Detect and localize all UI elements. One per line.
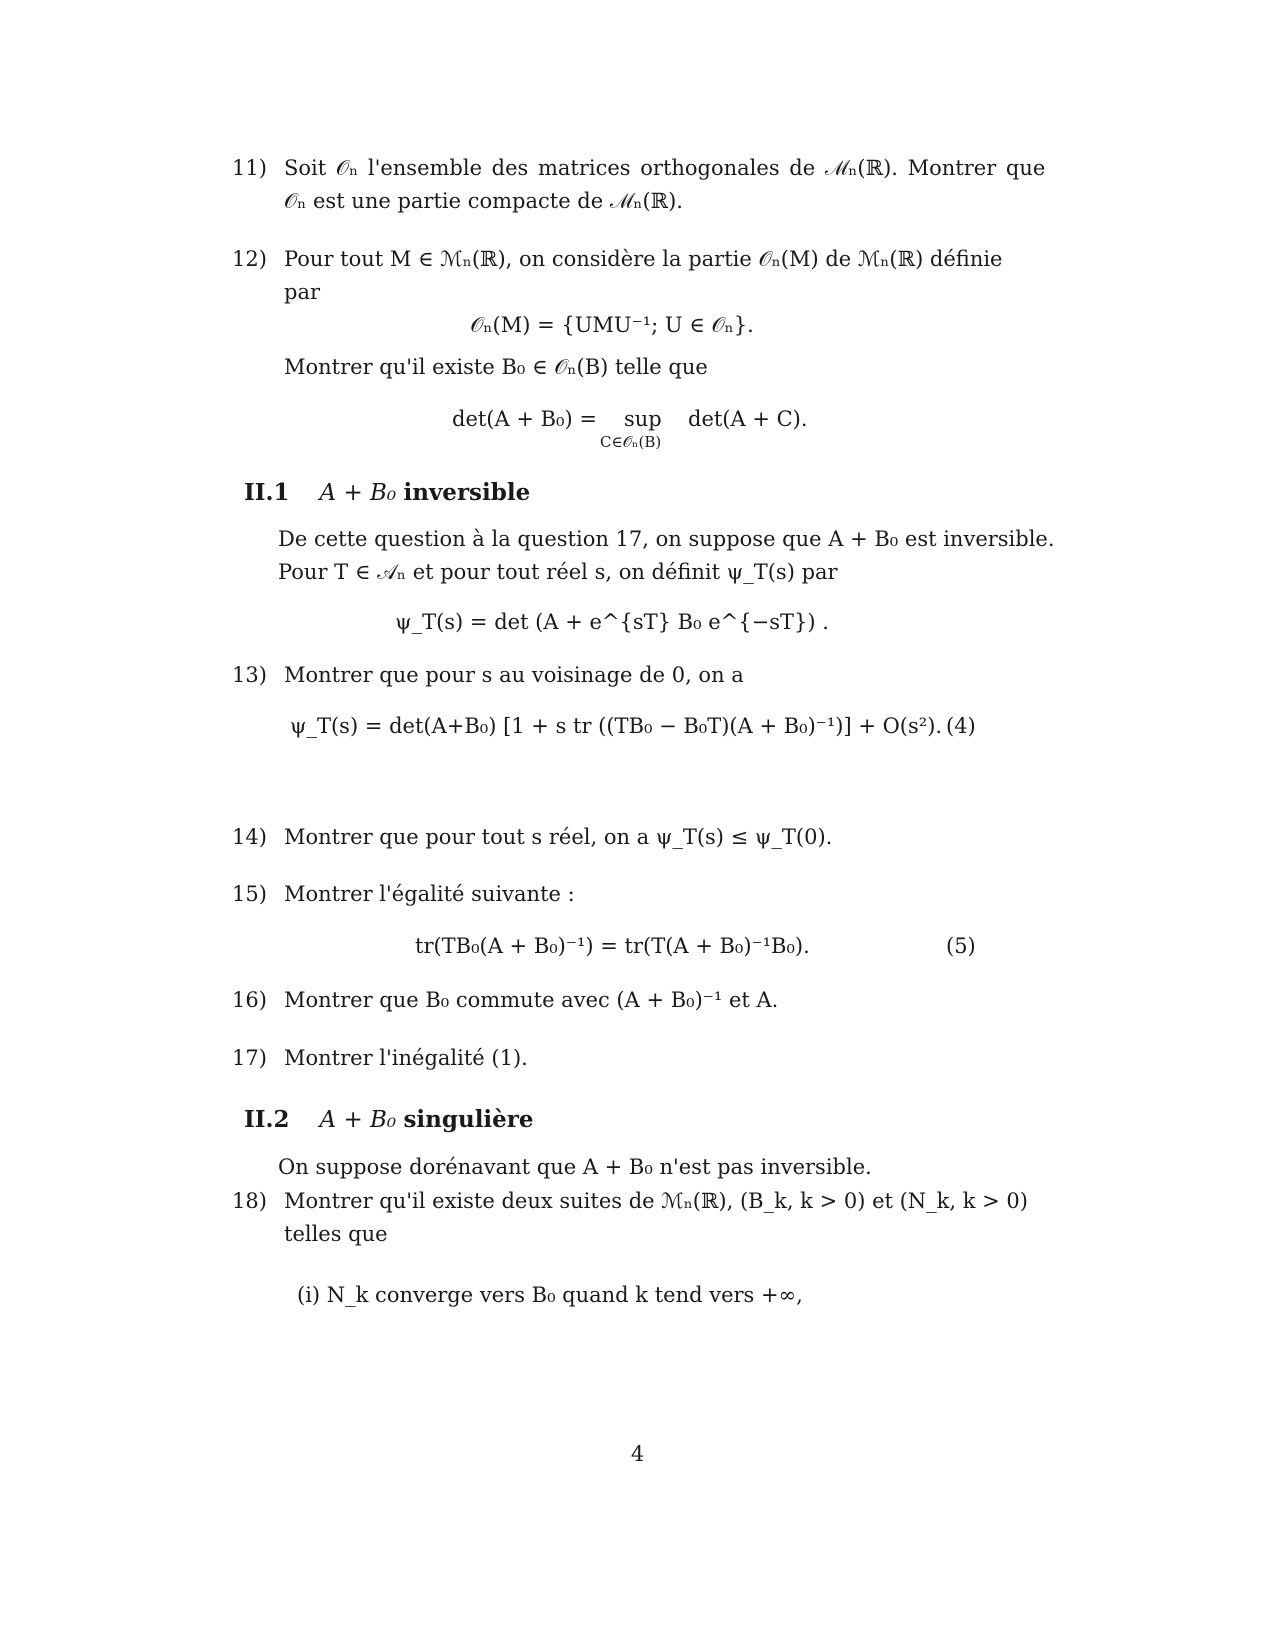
section-1-intro-line-2: Pour T ∈ 𝒜ₙ et pour tout réel s, on définit ψ_T(s) par — [278, 560, 838, 584]
question-number-12: 12) — [232, 247, 267, 271]
question-12-line-2: par — [284, 280, 321, 304]
question-11-line-1: Soit 𝒪ₙ l'ensemble des matrices orthogonales de ℳₙ(ℝ). Montrer que — [284, 156, 1046, 180]
equation-number-4: (4) — [946, 714, 976, 738]
question-12-line-3: Montrer qu'il existe B₀ ∈ 𝒪ₙ(B) telle que — [284, 355, 708, 379]
section-1-intro-line-1: De cette question à la question 17, on suppose que A + B₀ est inversible. — [278, 527, 1055, 551]
question-number-17: 17) — [232, 1046, 267, 1070]
equation-sup-left: det(A + B₀) = — [452, 407, 597, 431]
section-heading-ii-2 — [244, 1103, 534, 1137]
section-number: II.2 — [244, 1106, 290, 1133]
question-number-11: 11) — [232, 156, 267, 180]
question-13-line-1: Montrer que pour s au voisinage de 0, on a — [284, 663, 744, 687]
question-12-line-1: Pour tout M ∈ ℳₙ(ℝ), on considère la partie 𝒪ₙ(M) de ℳₙ(ℝ) définie — [284, 247, 1003, 271]
question-number-15: 15) — [232, 882, 267, 906]
question-11-line-2: 𝒪ₙ est une partie compacte de ℳₙ(ℝ). — [284, 189, 683, 213]
page-number: 4 — [630, 1442, 645, 1466]
question-18-line-2: telles que — [284, 1222, 388, 1246]
section-title-math: A + B₀ — [319, 480, 397, 506]
question-16-line-1: Montrer que B₀ commute avec (A + B₀)⁻¹ et A. — [284, 988, 779, 1012]
equation-sup-operator: sup — [624, 407, 662, 431]
question-number-18: 18) — [232, 1189, 267, 1213]
section-heading-ii-1 — [244, 476, 530, 510]
question-number-16: 16) — [232, 988, 267, 1012]
section-title-text: singulière — [403, 1106, 534, 1133]
question-number-14: 14) — [232, 825, 267, 849]
section-title-text: inversible — [403, 479, 531, 506]
question-15-line-1: Montrer l'égalité suivante : — [284, 882, 575, 906]
section-title-math: A + B₀ — [319, 1107, 397, 1133]
equation-sup-limit: C∈𝒪ₙ(B) — [600, 433, 662, 451]
equation-number-5: (5) — [946, 934, 976, 958]
question-18-item-i: (i) N_k converge vers B₀ quand k tend vers +∞, — [297, 1283, 803, 1307]
question-14-line-1: Montrer que pour tout s réel, on a ψ_T(s) ≤ ψ_T(0). — [284, 825, 833, 849]
equation-psi-expansion: ψ_T(s) = det(A+B₀) [1 + s tr ((TB₀ − B₀T)(A + B₀)⁻¹)] + O(s²). — [290, 714, 943, 738]
question-17-line-1: Montrer l'inégalité (1). — [284, 1046, 528, 1070]
section-2-intro-line-1: On suppose dorénavant que A + B₀ n'est pas inversible. — [278, 1155, 872, 1179]
question-18-line-1: Montrer qu'il existe deux suites de ℳₙ(ℝ), (B_k, k > 0) et (N_k, k > 0) — [284, 1189, 1028, 1213]
question-number-13: 13) — [232, 663, 267, 687]
equation-sup-right: det(A + C). — [688, 407, 808, 431]
equation-orbit-definition: 𝒪ₙ(M) = {UMU⁻¹; U ∈ 𝒪ₙ}. — [470, 313, 754, 337]
section-number: II.1 — [244, 479, 290, 506]
equation-psi-definition: ψ_T(s) = det (A + e^{sT} B₀ e^{−sT}) . — [395, 610, 829, 634]
equation-trace-equality: tr(TB₀(A + B₀)⁻¹) = tr(T(A + B₀)⁻¹B₀). — [415, 934, 810, 958]
